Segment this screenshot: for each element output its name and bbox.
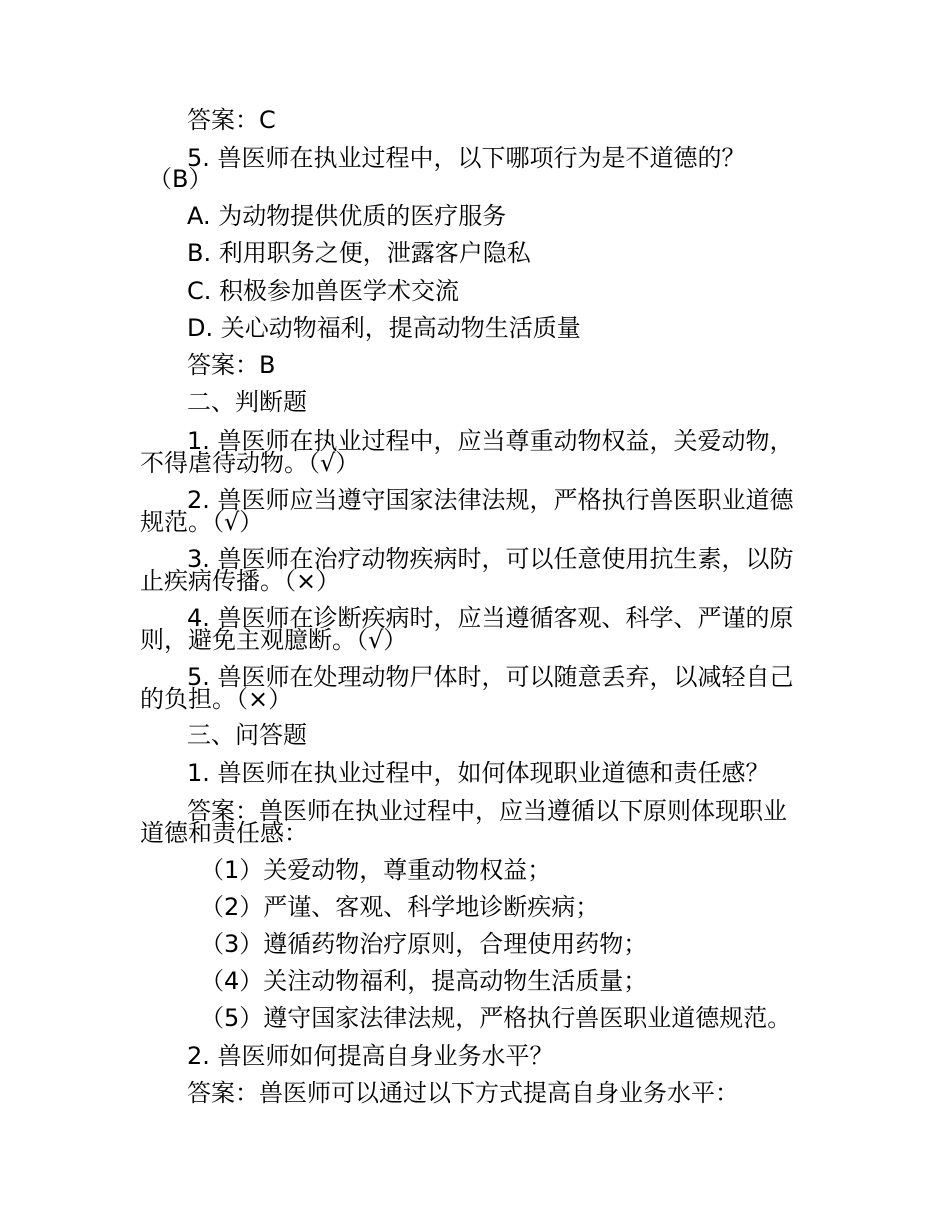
- judgment-4-line2: 则，避免主观臆断。（√）: [140, 626, 408, 654]
- qa-answer-1-point-4: （4）关注动物福利，提高动物生活质量；: [200, 967, 648, 995]
- judgment-3-line2: 止疾病传播。（×）: [140, 567, 341, 595]
- qa-answer-1-line2: 道德和责任感：: [140, 819, 308, 847]
- qa-answer-1-point-2: （2）严谨、客观、科学地诊断疾病；: [200, 893, 600, 921]
- qa-question-1: 1. 兽医师在执业过程中，如何体现职业道德和责任感？: [187, 759, 770, 787]
- judgment-1-line2: 不得虐待动物。（√）: [140, 449, 360, 477]
- option-b: B. 利用职务之便，泄露客户隐私: [187, 239, 531, 267]
- question-5-line1: 5. 兽医师在执业过程中，以下哪项行为是不道德的？: [187, 144, 746, 172]
- option-a: A. 为动物提供优质的医疗服务: [187, 202, 507, 230]
- section-3-heading: 三、问答题: [187, 721, 307, 749]
- option-c: C. 积极参加兽医学术交流: [187, 277, 460, 305]
- judgment-1-line1: 1. 兽医师在执业过程中，应当尊重动物权益，关爱动物，: [187, 427, 794, 455]
- option-d: D. 关心动物福利，提高动物生活质量: [187, 314, 581, 342]
- judgment-4-line1: 4. 兽医师在诊断疾病时，应当遵循客观、科学、严谨的原: [187, 604, 794, 632]
- answer-b: 答案：B: [187, 351, 276, 379]
- judgment-5-line2: 的负担。（×）: [140, 685, 293, 713]
- question-5-line2: （B）: [148, 165, 213, 193]
- judgment-2-line1: 2. 兽医师应当遵守国家法律法规，严格执行兽医职业道德: [187, 486, 794, 514]
- qa-question-2: 2. 兽医师如何提高自身业务水平？: [187, 1042, 554, 1070]
- qa-answer-1-point-3: （3）遵循药物治疗原则，合理使用药物；: [200, 930, 648, 958]
- judgment-3-line1: 3. 兽医师在治疗动物疾病时，可以任意使用抗生素，以防: [187, 545, 794, 573]
- qa-answer-1-point-5: （5）遵守国家法律法规，严格执行兽医职业道德规范。: [200, 1004, 792, 1032]
- qa-answer-1-line1: 答案：兽医师在执业过程中，应当遵循以下原则体现职业: [187, 797, 787, 825]
- judgment-2-line2: 规范。（√）: [140, 508, 264, 536]
- judgment-5-line1: 5. 兽医师在处理动物尸体时，可以随意丢弃，以减轻自己: [187, 663, 794, 691]
- qa-answer-2-line1: 答案：兽医师可以通过以下方式提高自身业务水平：: [187, 1079, 739, 1107]
- answer-c: 答案：C: [187, 106, 276, 134]
- qa-answer-1-point-1: （1）关爱动物，尊重动物权益；: [200, 856, 552, 884]
- section-2-heading: 二、判断题: [187, 388, 307, 416]
